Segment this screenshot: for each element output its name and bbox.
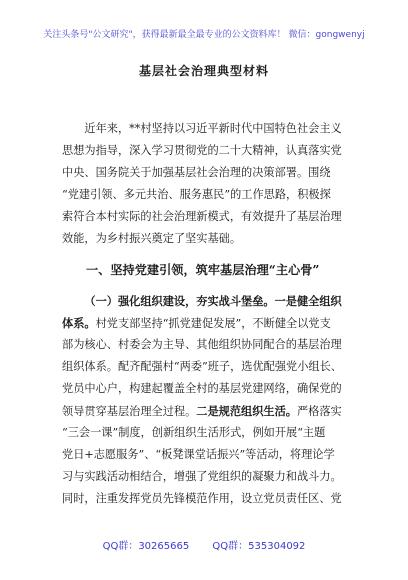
paragraph-line: 组织体系。配齐配强村“两委”班子，选优配强党小组长、 <box>62 360 342 373</box>
paragraph-line: 党员中心户，构建起覆盖全村的基层党建网络，确保党的 <box>62 382 342 395</box>
footer-contact <box>0 537 408 552</box>
intro-line: 索符合本村实际的社会治理新模式，有效提升了基层治理 <box>62 210 342 223</box>
paragraph-line: “三会一课”制度，创新组织生活形式，例如开展“主题 <box>62 426 326 439</box>
section-1-heading: 一、坚持党建引领，筑牢基层治理“主心骨” <box>86 263 320 277</box>
document-title: 基层社会治理典型材料 <box>138 64 269 78</box>
qq-group-2: QQ群：535304092 <box>212 541 306 552</box>
text-run: 村党支部坚持“抓党建促发展”，不断健全以党支 <box>95 317 331 330</box>
paragraph-line <box>62 400 352 422</box>
qq-group-1: QQ群：30265665 <box>102 541 190 552</box>
text-run: 领导贯穿基层治理全过程。 <box>62 405 197 418</box>
text-run: 严格落实 <box>296 405 342 418</box>
paragraph-line: 党日+志愿服务”、“板凳课堂话振兴”等活动，将理论学 <box>62 448 335 461</box>
intro-line: 思想为指导，深入学习贯彻党的二十大精神，认真落实党 <box>62 144 342 157</box>
paragraph-line: 习与实践活动相结合，增强了党组织的凝聚力和战斗力。 <box>62 470 342 483</box>
intro-paragraph <box>62 118 352 250</box>
paragraph-line: 同时，注重发挥党员先锋模范作用，设立党员责任区、党 <box>62 492 342 505</box>
section-1-paragraph <box>62 290 352 510</box>
subheading-line: （一）强化组织建设，夯实战斗堡垒。一是健全组织 <box>84 294 342 308</box>
bold-phrase: 二是规范组织生活。 <box>196 404 297 418</box>
paragraph-line: 部为核心、村委会为主导、其他组织协同配合的基层治理 <box>62 338 342 351</box>
intro-line: 中央、国务院关于加强基层社会治理的决策部署。围绕 <box>62 166 331 179</box>
bold-phrase: 体系。 <box>62 316 96 330</box>
top-banner: 关注头条号"公文研究"，获得最新最全最专业的公文资料库！ 微信：gongwenyj <box>43 30 365 40</box>
intro-line: 近年来，**村坚持以习近平新时代中国特色社会主义 <box>84 122 342 135</box>
intro-line: “党建引领、多元共治、服务惠民”的工作思路，积极探 <box>62 188 331 201</box>
intro-line: 效能，为乡村振兴奠定了坚实基础。 <box>62 232 242 245</box>
paragraph-line <box>62 312 352 334</box>
